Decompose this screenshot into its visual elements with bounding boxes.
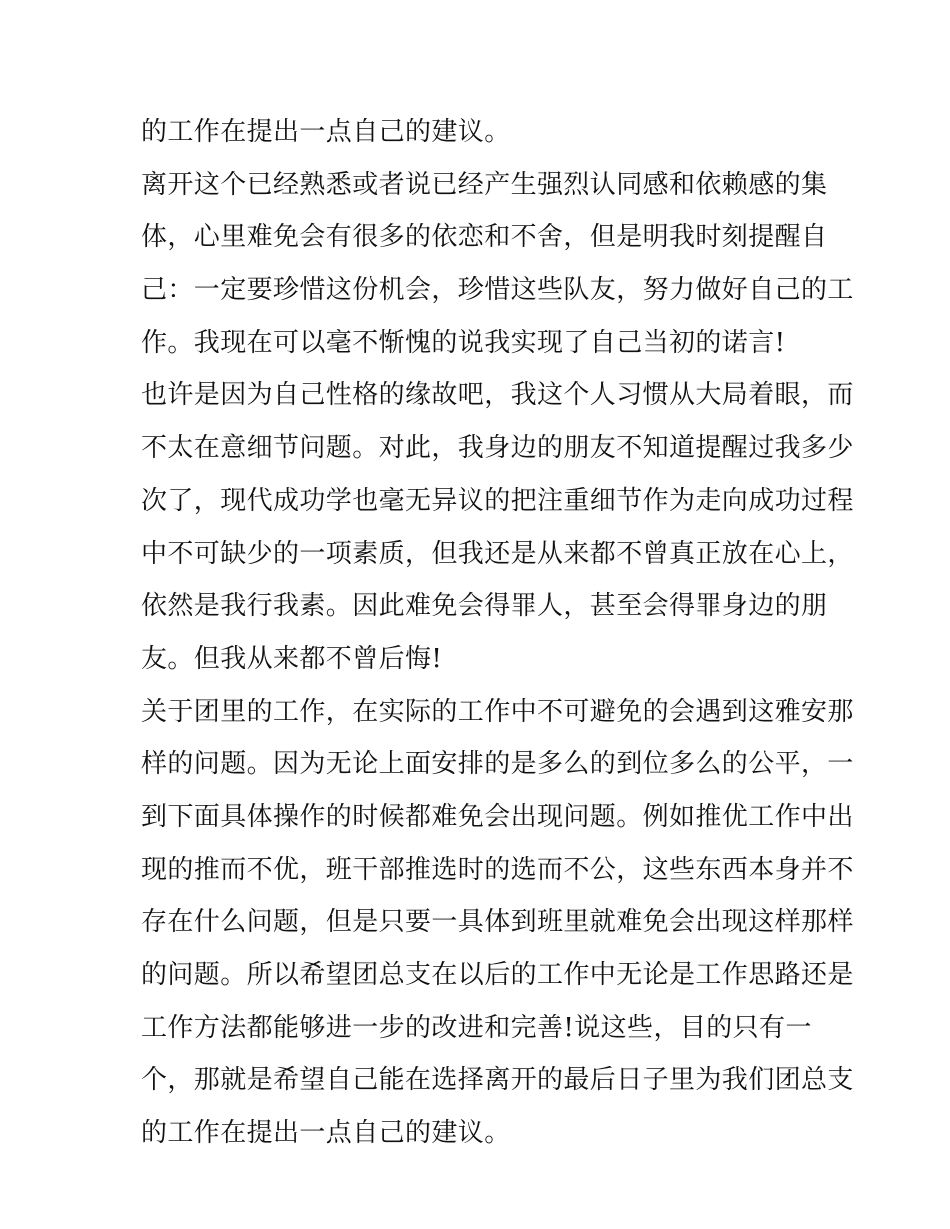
text-line: 的工作在提出一点自己的建议。	[141, 1118, 511, 1149]
text-line: 离开这个已经熟悉或者说已经产生强烈认同感和依赖感的集	[141, 169, 828, 200]
text-line: 存在什么问题，但是只要一具体到班里就难免会出现这样那样	[141, 907, 854, 938]
text-line: 现的推而不优，班干部推选时的选而不公，这些东西本身并不	[141, 854, 854, 885]
text-line: 个，那就是希望自己能在选择离开的最后日子里为我们团总支	[141, 1065, 854, 1096]
text-line: 到下面具体操作的时候都难免会出现问题。例如推优工作中出	[141, 801, 854, 832]
text-line: 己：一定要珍惜这份机会，珍惜这些队友，努力做好自己的工	[141, 275, 854, 306]
text-line: 也许是因为自己性格的缘故吧，我这个人习惯从大局着眼，而	[141, 380, 854, 411]
text-line: 友。但我从来都不曾后悔!	[141, 643, 443, 674]
text-line: 作。我现在可以毫不惭愧的说我实现了自己当初的诺言!	[141, 327, 786, 358]
text-line: 依然是我行我素。因此难免会得罪人，甚至会得罪身边的朋	[141, 591, 828, 622]
body-text	[141, 106, 854, 1160]
text-line: 次了，现代成功学也毫无异议的把注重细节作为走向成功过程	[141, 485, 854, 516]
text-line: 的工作在提出一点自己的建议。	[141, 117, 511, 147]
text-line: 中不可缺少的一项素质，但我还是从来都不曾真正放在心上，	[141, 538, 854, 569]
text-line: 样的问题。因为无论上面安排的是多么的到位多么的公平，一	[141, 749, 854, 780]
text-line: 体，心里难免会有很多的依恋和不舍，但是明我时刻提醒自	[141, 222, 828, 253]
text-line: 不太在意细节问题。对此，我身边的朋友不知道提醒过我多少	[141, 433, 854, 464]
text-line: 的问题。所以希望团总支在以后的工作中无论是工作思路还是	[141, 960, 854, 990]
text-line: 工作方法都能够进一步的改进和完善!说这些，目的只有一	[141, 1012, 812, 1043]
text-line: 关于团里的工作，在实际的工作中不可避免的会遇到这雅安那	[141, 696, 854, 727]
